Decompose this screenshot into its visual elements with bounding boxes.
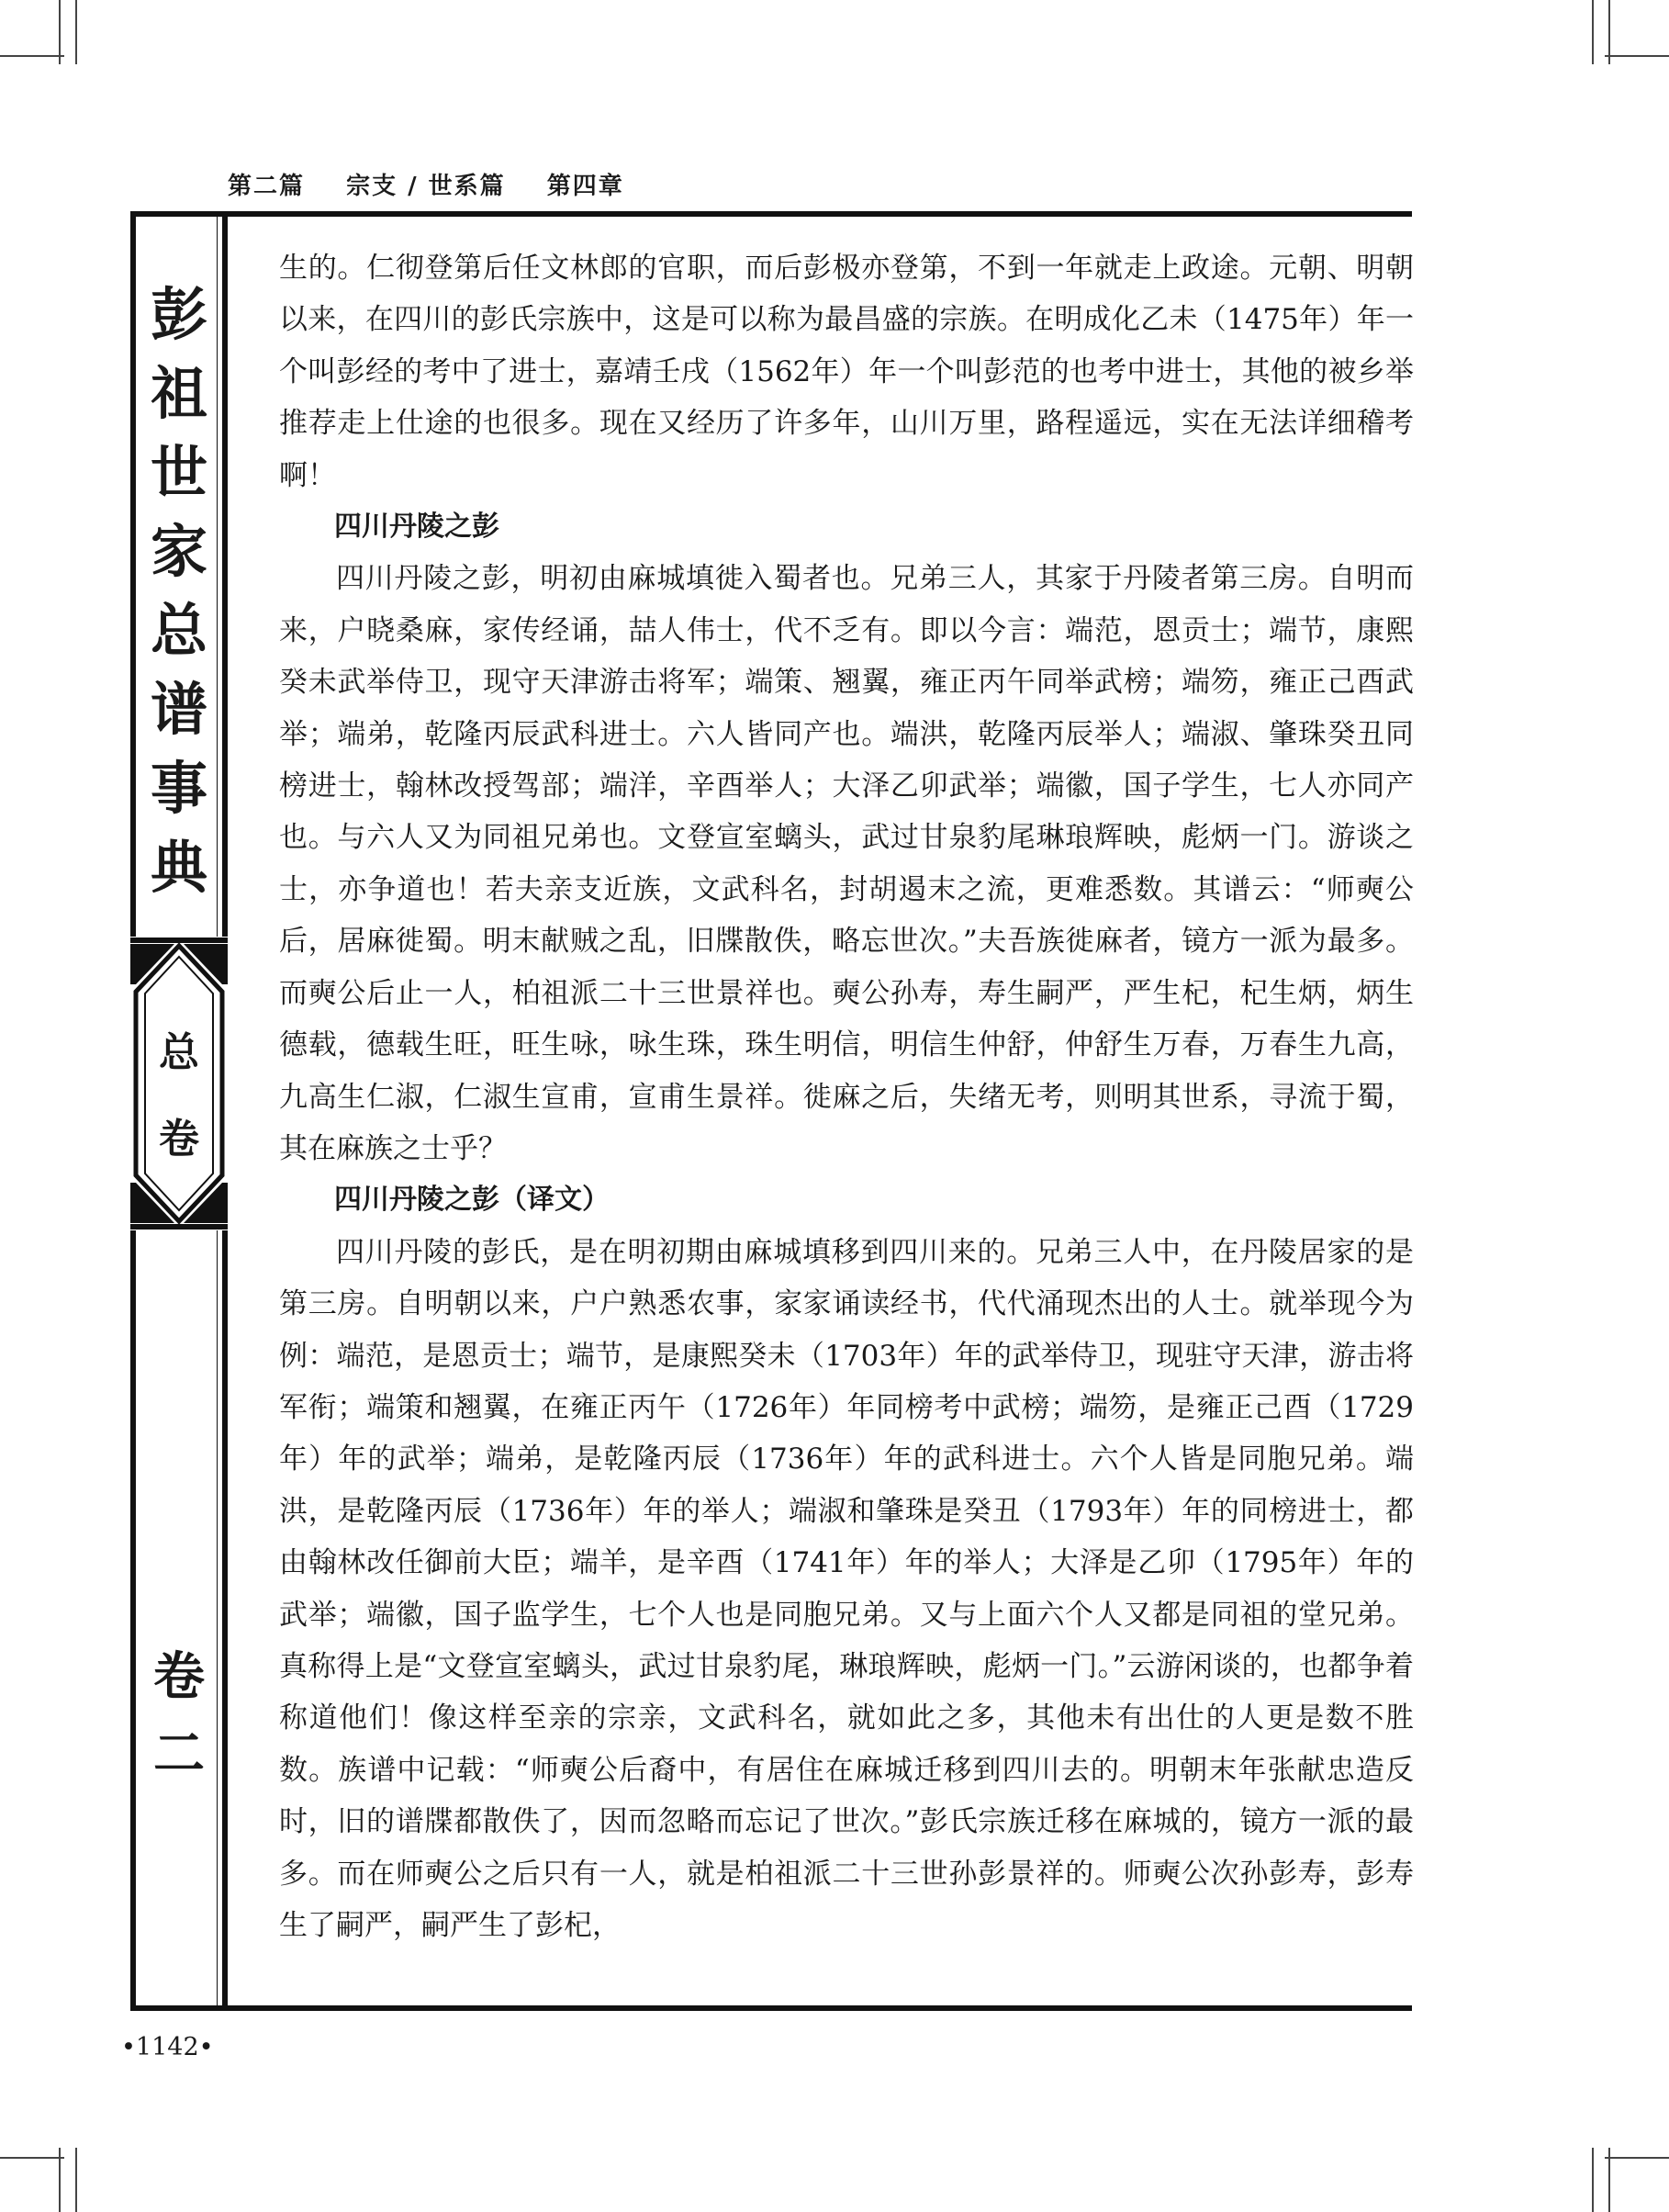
title-char: 彭 bbox=[150, 281, 207, 348]
paragraph: 生的。仁彻登第后任文林郎的官职，而后彭极亦登第，不到一年就走上政途。元朝、明朝以来，在四川的彭氏宗族中，这是可以称为最昌盛的宗族。在明成化乙未（1475年）年一个叫彭经的考中了进士，嘉靖壬戌（1562年）年一个叫彭范的也考中进士，其他的被乡举推荐走上仕途的也很多。现在又经历了许多年，山川万里，路程遥远，实在无法详细稽考啊！ bbox=[279, 252, 1414, 492]
section-label: 宗支 / 世系篇 bbox=[346, 173, 506, 200]
top-rule bbox=[130, 211, 1412, 217]
title-char: 事 bbox=[150, 755, 207, 822]
paragraph: 四川丹陵之彭，明初由麻城填徙入蜀者也。兄弟三人，其家于丹陵者第三房。自明而来，户晓桑麻，家传经诵，喆人伟士，代不乏有。即以今言：端范，恩贡士；端节，康熙癸未武举侍卫，现守天津游击将军；端策、翘翼，雍正丙午同举武榜；端笏，雍正己酉武举；端弟，乾隆丙辰武科进士。六人皆同产也。端洪，乾隆丙辰举人；端淑、肇珠癸丑同榜进士，翰林改授驾部；端洋，辛酉举人；大泽乙卯武举；端徽，国子学生，七人亦同产也。与六人又为同祖兄弟也。文登宣室螭头，武过甘泉豹尾琳琅辉映，彪炳一门。游谈之士，亦争道也！若夫亲支近族，文武科名，封胡遏末之流，更难悉数。其谱云：“师奭公后，居麻徙蜀。明末献贼之乱，旧牒散佚，略忘世次。”夫吾族徙麻者，镜方一派为最多。而奭公后止一人，柏祖派二十三世景祥也。奭公孙寿，寿生嗣严，严生杞，杞生炳，炳生德载，德载生旺，旺生咏，咏生珠，珠生明信，明信生仲舒，仲舒生万春，万春生九高，九高生仁淑，仁淑生宣甫，宣甫生景祥。徙麻之后，失绪无考，则明其世系，寻流于蜀，其在麻族之士乎？ bbox=[279, 562, 1414, 1165]
title-char: 祖 bbox=[150, 360, 207, 427]
part-label: 第二篇 bbox=[228, 173, 306, 200]
book-title-vertical bbox=[136, 275, 222, 907]
paragraph: 四川丹陵的彭氏，是在明初期由麻城填移到四川来的。兄弟三人中，在丹陵居家的是第三房。自明朝以来，户户熟悉农事，家家诵读经书，代代涌现杰出的人士。就举现今为例：端范，是恩贡士；端节，是康熙癸未（1703年）年的武举侍卫，现驻守天津，游击将军衔；端策和翘翼，在雍正丙午（1726年）年同榜考中武榜；端笏，是雍正己酉（1729年）年的武举；端弟，是乾隆丙辰（1736年）年的武科进士。六个人皆是同胞兄弟。端洪，是乾隆丙辰（1736年）年的举人；端淑和肇珠是癸丑（1793年）年的同榜进士，都由翰林改任御前大臣；端羊，是辛酉（1741年）年的举人；大泽是乙卯（1795年）年的武举；端徽，国子监学生，七个人也是同胞兄弟。又与上面六个人又都是同祖的堂兄弟。真称得上是“文登宣室螭头，武过甘泉豹尾，琳琅辉映，彪炳一门。”云游闲谈的，也都争着称道他们！像这样至亲的宗亲，文武科名，就如此之多，其他未有出仕的人更是数不胜数。族谱中记载：“师奭公后裔中，有居住在麻城迁移到四川去的。明朝末年张献忠造反时，旧的谱牒都散佚了，因而忽略而忘记了世次。”彭氏宗族迁移在麻城的，镜方一派的最多。而在师奭公之后只有一人，就是柏祖派二十三世孙彭景祥的。师奭公次孙彭寿，彭寿生了嗣严，嗣严生了彭杞， bbox=[279, 1235, 1414, 1942]
chapter-label: 第四章 bbox=[546, 173, 624, 200]
running-head bbox=[228, 167, 655, 201]
title-char: 谱 bbox=[150, 676, 207, 743]
juan-char: 卷 bbox=[153, 1647, 205, 1707]
title-char: 总 bbox=[150, 597, 207, 664]
volume-char: 总 bbox=[159, 1029, 199, 1076]
section-heading: 四川丹陵之彭（译文） bbox=[334, 1184, 610, 1217]
body-text bbox=[279, 242, 1414, 1951]
section-heading: 四川丹陵之彭 bbox=[334, 511, 499, 544]
juan-label bbox=[136, 1639, 222, 1793]
volume-label bbox=[136, 1010, 222, 1183]
title-char: 世 bbox=[150, 439, 207, 506]
title-char: 典 bbox=[150, 834, 207, 901]
crop-mark bbox=[1605, 2157, 1669, 2159]
crop-mark bbox=[0, 2157, 64, 2159]
crop-mark bbox=[1592, 0, 1594, 64]
crop-mark bbox=[75, 2148, 77, 2212]
juan-char: 二 bbox=[153, 1724, 205, 1784]
crop-mark bbox=[1605, 55, 1669, 57]
title-char: 家 bbox=[150, 518, 207, 585]
bottom-rule bbox=[130, 2005, 1412, 2011]
crop-mark bbox=[75, 0, 77, 64]
volume-char: 卷 bbox=[159, 1116, 199, 1162]
crop-mark bbox=[0, 55, 64, 57]
page-number: •1142• bbox=[121, 2033, 214, 2061]
crop-mark bbox=[1592, 2148, 1594, 2212]
